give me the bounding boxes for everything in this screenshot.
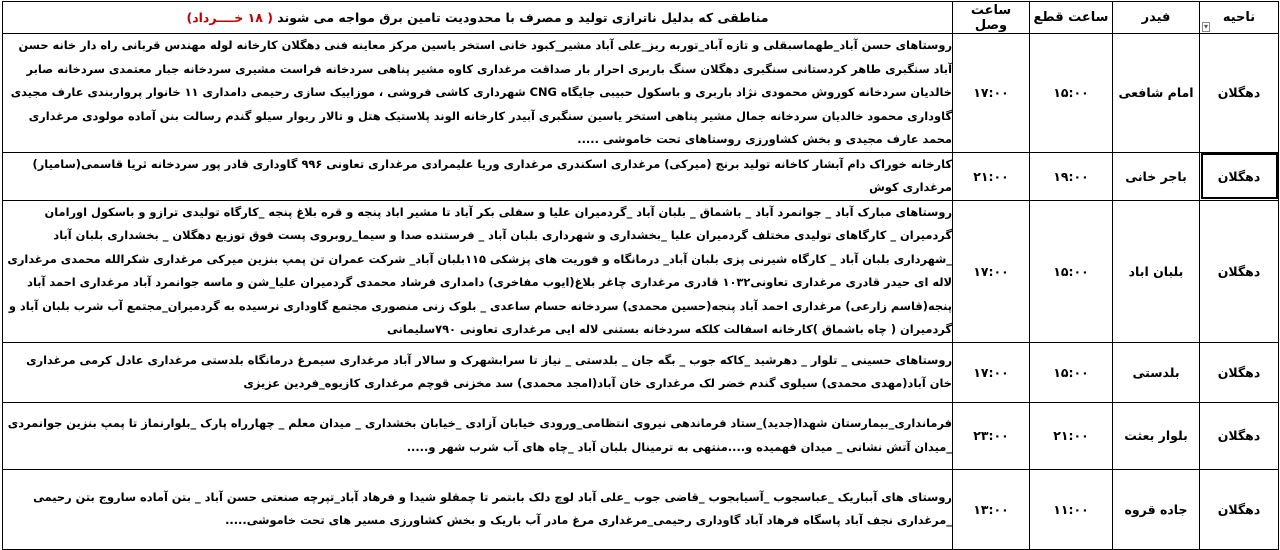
cell-area[interactable]: دهگلان <box>1200 200 1279 342</box>
header-row <box>3 2 1279 34</box>
cell-connect-time[interactable]: ۱۷:۰۰ <box>953 200 1030 342</box>
table-row <box>3 342 1279 402</box>
cell-cut-time[interactable]: ۲۱:۰۰ <box>1030 402 1113 469</box>
cell-connect-time[interactable]: ۲۳:۰۰ <box>953 402 1030 469</box>
cell-area-selected[interactable]: دهگلان <box>1200 152 1279 200</box>
cell-feeder[interactable]: بلدستی <box>1113 342 1200 402</box>
cell-area[interactable]: دهگلان <box>1200 34 1279 153</box>
cell-area[interactable]: دهگلان <box>1200 342 1279 402</box>
header-description-date: ( ۱۸ خــــرداد) <box>186 10 273 25</box>
cell-connect-time[interactable]: ۱۷:۰۰ <box>953 342 1030 402</box>
cell-connect-time[interactable]: ۲۱:۰۰ <box>953 152 1030 200</box>
cell-description[interactable]: روستاهای مبارک آباد _ جوانمرد آباد _ باشماق _ بلبان آباد _گردمیران علیا و سفلی بکر آباد تا مشیر اباد پنجه و قره بلاغ پنجه _کارگاه تولیدی ترازو و باسکول اورامان گردمیران _ کارگاهای تولیدی مختلف گردمیران علیا _بخشداری و شهرداری بلبان آباد _ فرستنده صدا و سیما_روبروی پست فوق توزیع دهگلان _ بخشداری بلبان آباد _شهرداری بلبان آباد _ کارگاه شیرنی پزی بلبان آباد_ درمانگاه و فوریت های پزشکی ۱۱۵بلبان آباد_ شرکت عمران تن پمپ بنزین میرکی مرغداری شکرالله محمدی مرغداری لاله ای حیدر قادری مرغداری تعاونی۱۰۳۲ قادری مرغداری چاغر بلاغ(ایوب مفاخری) دامداری فرشاد محمدی گردمیران علیا_شن و ماسه جوانمرد آباد مرغداری احمد آباد پنجه(قاسم زارعی) مرغداری احمد آباد پنجه(حسین محمدی) سردخانه حسام ساعدی _ بلوک زنی منصوری مجتمع گاوداری نرسیده به گردمیران_مجتمع آب شرب بلبان آباد و گردمیران ( چاه باشماق )کارخانه اسفالت کلکه سردخانه بستنی لاله ایی مرغداری تعاونی ۷۹۰سلیمانی <box>3 200 953 342</box>
cell-area[interactable]: دهگلان <box>1200 469 1279 549</box>
table-row <box>3 152 1279 200</box>
table-row <box>3 469 1279 549</box>
outage-schedule-table <box>2 1 1279 550</box>
header-area[interactable] <box>1200 2 1279 34</box>
cell-feeder[interactable]: بلبان اباد <box>1113 200 1200 342</box>
cell-cut-time[interactable]: ۱۵:۰۰ <box>1030 200 1113 342</box>
header-feeder: فیدر <box>1113 2 1200 34</box>
cell-cut-time[interactable]: ۱۵:۰۰ <box>1030 342 1113 402</box>
cell-feeder[interactable]: جاده قروه <box>1113 469 1200 549</box>
cell-description[interactable]: روستای های آبباریک _عباسجوب _آسیابجوب _قاضی جوب _علی آباد لوچ دلک بابتمر تا چمقلو شیدا و فرهاد آباد_تپرچه صنعتی حسن آباد _ بتن آماده ساروج بتن رحیمی _مرغداری نجف آباد پاسگاه فرهاد آباد گاوداری رحیمی_مرغداری مرغ مادر آب باریک و بخش کشاورزی مسیر های تحت خاموشی..... <box>3 469 953 549</box>
cell-cut-time[interactable]: ۱۹:۰۰ <box>1030 152 1113 200</box>
cell-area[interactable]: دهگلان <box>1200 402 1279 469</box>
table-row <box>3 34 1279 153</box>
cell-connect-time[interactable]: ۱۳:۰۰ <box>953 469 1030 549</box>
cell-description[interactable]: روستاهای حسینی _ تلوار _ دهرشید _کاکه جوب _ بگه جان _ بلدستی _ نیاز تا سرابشهرک و سالار آباد مرغداری سیمرغ درمانگاه بلدستی مرغداری عادل کرمی مرغداری خان آباد(مهدی محمدی) سیلوی گندم خضر لک مرغداری خان آباد(امجد محمدی) سد مخزنی قوچم مرغداری کازیوه_فردین عزیزی <box>3 342 953 402</box>
cell-cut-time[interactable]: ۱۱:۰۰ <box>1030 469 1113 549</box>
cell-description[interactable]: کارخانه خوراک دام آبشار کاخانه تولید برنج (میرکی) مرغداری اسکندری مرغداری وریا علیمرادی مرغداری تعاونی ۹۹۶ گاوداری قادر پور سردخانه ثریا قاسمی(سامیار) مرغداری کوش <box>3 152 953 200</box>
cell-cut-time[interactable]: ۱۵:۰۰ <box>1030 34 1113 153</box>
table-row <box>3 402 1279 469</box>
header-connect-time: ساعت وصل <box>953 2 1030 34</box>
table-row <box>3 200 1279 342</box>
cell-feeder[interactable]: بلوار بعثت <box>1113 402 1200 469</box>
filter-dropdown-icon[interactable]: ▾ <box>1204 22 1209 31</box>
header-area-label: ناحیه <box>1222 10 1256 25</box>
cell-description[interactable]: روستاهای حسن آباد_طهماسبقلی و تازه آباد_توربه ریز_علی آباد مشیر_کبود خانی استخر یاسین مرکز معاینه فنی دهگلان کارخانه لوله مهندس قربانی راه دار خانه حسن آباد سنگبری طاهر کردستانی سنگبری دهگلان سنگ باربری احرار بار صداقت مرغداری کاوه مشیر پناهی سردخانه فراست مشیری سردخانه جبار معتمدی سردخانه صابر خالدیان سردخانه کوروش محمودی نژاد باربری و باسکول حبیبی جایگاه CNG شهرداری کاشی فروشی ، موزاییک سازی رحیمی دامداری ۱۱ خانوار پرواربندی عارف مجیدی گاوداری محمود خالدیان سردخانه جمال مشیر پناهی استخر یاسین سنگبری آبیدر کارخانه الوند پلاستیک هتل و تالار ریوار سیلو گندم رسالت بنن آماده مولودی مرغداری محمد عارف مجیدی و بخش کشاورزی روستاهای تحت خاموشی ..... <box>3 34 953 153</box>
cell-description[interactable]: فرمانداری_بیمارستان شهدا(جدید)_ستاد فرماندهی نیروی انتظامی_ورودی خیابان آزادی _خیابان بخشداری _ میدان معلم _ چهارراه پارک _بلوارنماز تا پمپ بنزین جوانمردی _میدان آتش نشانی _ میدان فهمیده و....منتهی به ترمینال بلبان آباد _چاه های آب شرب شهر و..... <box>3 402 953 469</box>
cell-feeder[interactable]: باجر خانی <box>1113 152 1200 200</box>
header-description-main: مناطقی که بدلیل ناترازی تولید و مصرف با محدودیت تامین برق مواجه می شوند <box>277 10 769 25</box>
header-cut-time: ساعت قطع <box>1030 2 1113 34</box>
cell-connect-time[interactable]: ۱۷:۰۰ <box>953 34 1030 153</box>
header-description <box>3 2 953 34</box>
cell-feeder[interactable]: امام شافعی <box>1113 34 1200 153</box>
